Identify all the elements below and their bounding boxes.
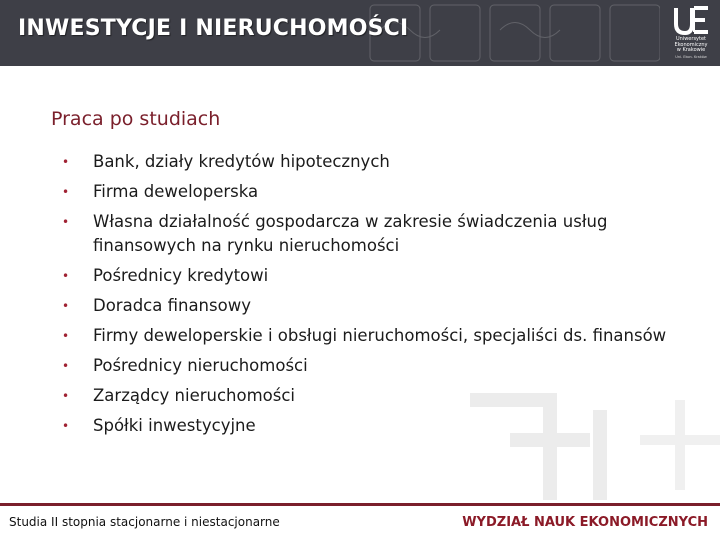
list-item-label: Doradca finansowy	[93, 296, 251, 315]
list-item-label: Bank, działy kredytów hipotecznych	[93, 152, 390, 171]
bullet-icon: •	[62, 269, 70, 283]
list-item-label: Pośrednicy nieruchomości	[93, 356, 308, 375]
bullet-icon: •	[62, 389, 70, 403]
list-item-label: Zarządcy nieruchomości	[93, 386, 296, 405]
list-item-label: Firma deweloperska	[93, 182, 259, 201]
career-list	[62, 150, 702, 444]
list-item	[62, 324, 702, 348]
list-item	[62, 180, 702, 204]
bullet-icon: •	[62, 329, 70, 343]
bullet-icon: •	[62, 155, 70, 169]
list-item	[62, 354, 702, 378]
list-item	[62, 264, 702, 288]
list-item	[62, 210, 702, 258]
logo-small-text: Uni. Ekon. Kraków	[675, 55, 707, 59]
university-logo	[670, 6, 712, 62]
section-subtitle: Praca po studiach	[51, 108, 221, 130]
footer-divider	[0, 503, 720, 506]
logo-text	[670, 37, 712, 54]
bullet-icon: •	[62, 299, 70, 313]
list-item	[62, 294, 702, 318]
list-item-label: Firmy deweloperskie i obsługi nieruchomości, specjaliści ds. finansów	[93, 326, 667, 345]
header-bar	[0, 0, 720, 66]
bullet-icon: •	[62, 419, 70, 433]
list-item	[62, 414, 702, 438]
list-item-label: Pośrednicy kredytowi	[93, 266, 269, 285]
list-item	[62, 384, 702, 408]
bullet-icon: •	[62, 215, 70, 229]
footer-study-mode: Studia II stopnia stacjonarne i niestacjonarne	[9, 515, 280, 529]
logo-line: w Krakowie	[676, 47, 706, 53]
list-item-label: Spółki inwestycyjne	[93, 416, 256, 435]
logo-line: Uniwersytet	[676, 36, 706, 42]
list-item-label: Własna działalność gospodarcza w zakresie świadczenia usług finansowych na rynku nieruchomości	[93, 212, 608, 255]
ue-logo-icon	[670, 6, 712, 36]
bullet-icon: •	[62, 359, 70, 373]
logo-line: Ekonomiczny	[674, 41, 708, 48]
list-item	[62, 150, 702, 174]
bullet-icon: •	[62, 185, 70, 199]
page-title: INWESTYCJE I NIERUCHOMOŚCI	[18, 16, 409, 41]
footer-faculty: WYDZIAŁ NAUK EKONOMICZNYCH	[462, 515, 708, 530]
